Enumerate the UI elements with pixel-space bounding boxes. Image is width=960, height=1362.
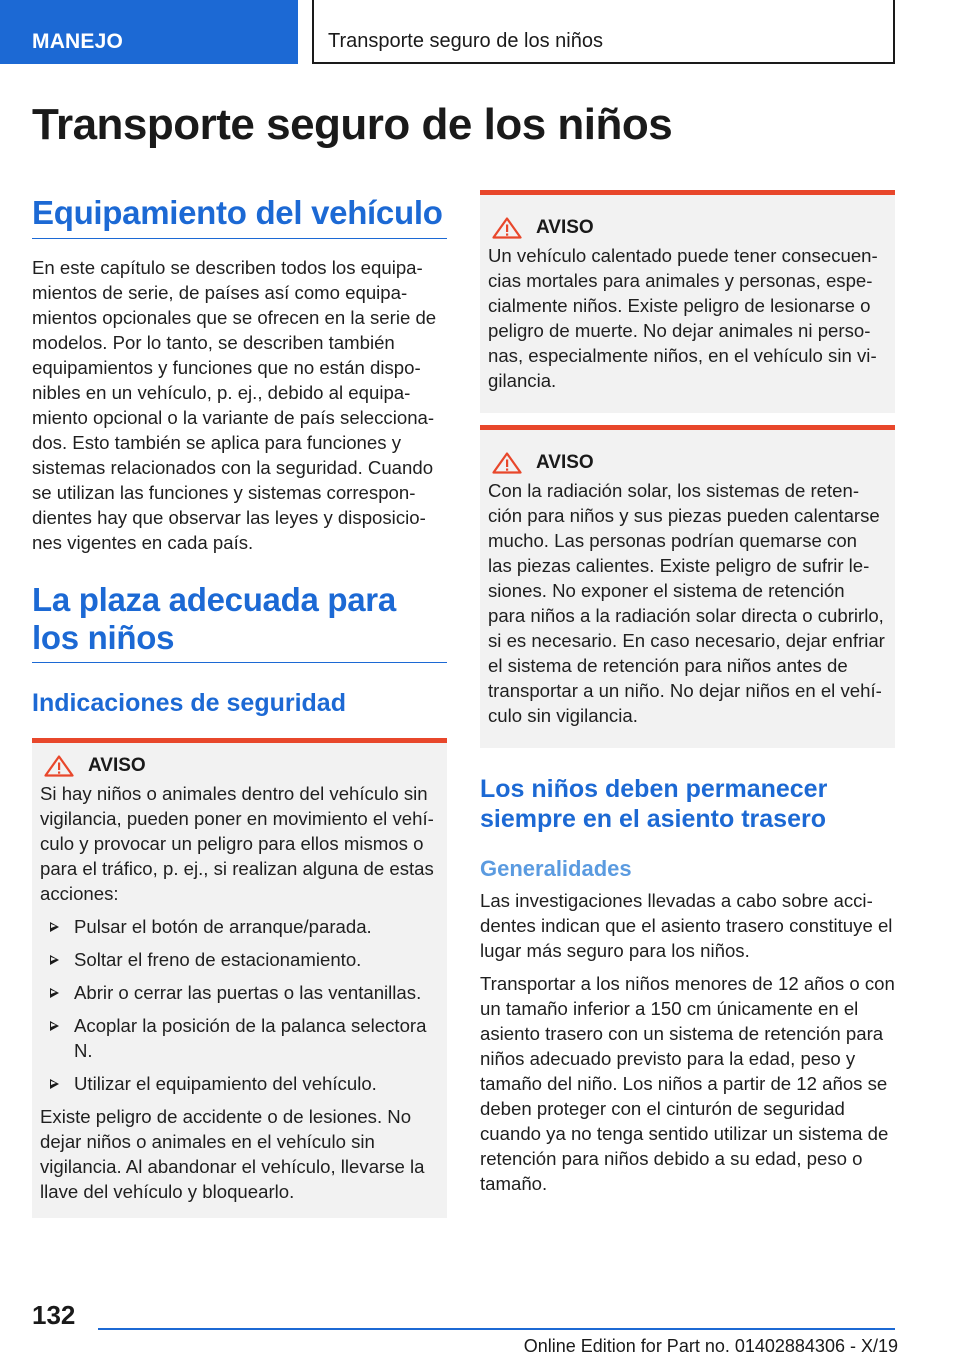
triangle-bullet-icon bbox=[50, 955, 59, 965]
heading-seat: La plaza adecuada para los niños bbox=[32, 581, 396, 656]
footer-rule bbox=[98, 1328, 895, 1330]
list-item: Soltar el freno de estacionamiento. bbox=[40, 947, 437, 972]
heading-equipment: Equipamiento del vehículo bbox=[32, 194, 443, 231]
warning-text: Un vehículo calentado puede tener consecuencias mortales para animales y personas, especialmente niños. Existe peligro de lesionarse o peligro de muerte. No dejar animales ni personas, especialmente niños, en el vehículo sin vigilancia. bbox=[488, 245, 878, 391]
warning-header bbox=[40, 755, 437, 777]
header-chapter-box bbox=[312, 0, 895, 64]
paragraph-general-1: Las investigaciones llevadas a cabo sobre accidentes indican que el asiento trasero constituye el lugar más seguro para los niños. bbox=[480, 890, 893, 961]
list-item: Utilizar el equipamiento del vehículo. bbox=[40, 1071, 437, 1096]
warning-triangle-icon bbox=[44, 755, 74, 777]
warning-title: AVISO bbox=[536, 452, 594, 473]
heading-rule bbox=[32, 662, 447, 663]
footer-edition: Online Edition for Part no. 01402884306 - X/19 bbox=[523, 1336, 898, 1356]
warning-title: AVISO bbox=[88, 755, 146, 776]
list-item: Abrir o cerrar las puertas o las ventanillas. bbox=[40, 980, 437, 1005]
paragraph-equipment: En este capítulo se describen todos los equipamientos de serie, de países así como equipamientos opcionales que se ofrecen en la serie de modelos. Por lo tanto, se describen también equipamientos y funciones que no están disponibles en un vehículo, p. ej., debido al equipamiento opcional o la variante de país seleccionados. Esto también se aplica para funciones y sistemas relacionados con la seguridad. Cuando se utilizan las funciones y sistemas correspondientes hay que observar las leyes y disposiciones vigentes en cada país. bbox=[32, 257, 437, 553]
warning-header bbox=[488, 217, 885, 239]
heading-rear-seat: Los niños deben permanecer siempre en el asiento trasero bbox=[480, 775, 828, 833]
triangle-bullet-icon bbox=[50, 922, 59, 932]
paragraph-general-2: Transportar a los niños menores de 12 años o con un tamaño inferior a 150 cm únicamente en el asiento trasero con un sistema de retención para niños adecuado previsto para la edad, peso y tamaño del niño. Los niños a partir de 12 años se deben proteger con el cinturón de seguridad cuando ya no tenga sentido utilizar un sistema de retención para niños debido a su edad, peso o tamaño. bbox=[480, 973, 895, 1194]
triangle-bullet-icon bbox=[50, 1079, 59, 1089]
warning-box-heat bbox=[480, 190, 895, 413]
warning-text: Con la radiación solar, los sistemas de retención para niños y sus piezas pueden calentarse mucho. Las personas podrían quemarse con las piezas calientes. Existe peligro de sufrir lesiones. No exponer el sistema de retención para niños a la radiación solar directa o cubrirlo, si es necesario. En caso necesario, dejar enfriar el sistema de retención para niños antes de transportar a un niño. No dejar niños en el vehículo sin vigilancia. bbox=[488, 480, 885, 726]
heading-rule bbox=[32, 238, 447, 239]
triangle-bullet-icon bbox=[50, 1021, 59, 1031]
header-chapter-label: Transporte seguro de los niños bbox=[328, 30, 603, 52]
warning-intro: Si hay niños o animales dentro del vehículo sin vigilancia, pueden poner en movimiento el vehículo y provocar un peligro para ellos mismos o para el tráfico, p. ej., si realizan alguna de estas acciones: bbox=[40, 783, 434, 904]
page-title: Transporte seguro de los niños bbox=[32, 100, 673, 149]
warning-triangle-icon bbox=[492, 217, 522, 239]
warning-triangle-icon bbox=[492, 452, 522, 474]
heading-general: Generalidades bbox=[480, 856, 632, 881]
right-column bbox=[480, 190, 895, 1196]
warning-title: AVISO bbox=[536, 217, 594, 238]
page-number: 132 bbox=[32, 1300, 76, 1330]
header-section-label: MANEJO bbox=[32, 30, 124, 53]
warning-outro: Existe peligro de accidente o de lesiones. No dejar niños o animales en el vehículo sin vigilancia. Al abandonar el vehículo, llevarse la llave del vehículo y bloquearlo. bbox=[40, 1106, 425, 1202]
warning-header bbox=[488, 452, 885, 474]
warning-action-list bbox=[40, 914, 437, 1096]
triangle-bullet-icon bbox=[50, 988, 59, 998]
list-item: Acoplar la posición de la palanca selectora N. bbox=[40, 1013, 437, 1063]
heading-safety: Indicaciones de seguridad bbox=[32, 689, 346, 717]
warning-box-sun bbox=[480, 425, 895, 748]
warning-box bbox=[32, 738, 447, 1218]
left-column bbox=[32, 190, 447, 1218]
list-item: Pulsar el botón de arranque/parada. bbox=[40, 914, 437, 939]
header-section-tab bbox=[0, 0, 298, 64]
